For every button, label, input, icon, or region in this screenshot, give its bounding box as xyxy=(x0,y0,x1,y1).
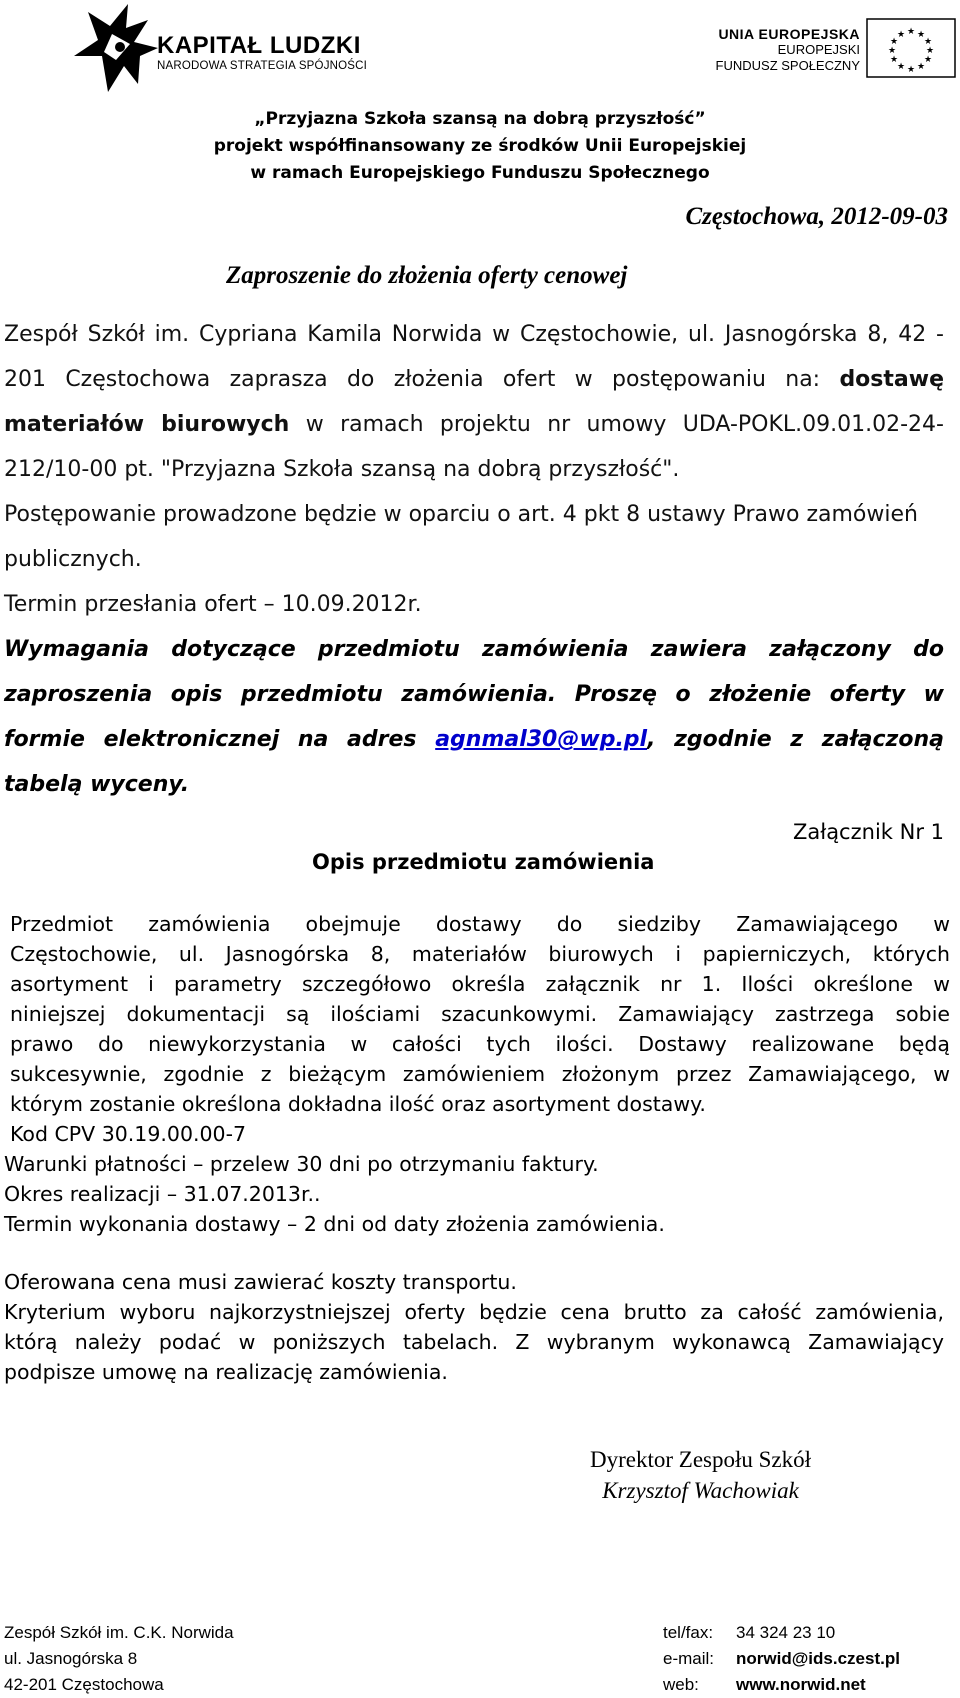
email-label: e-mail: xyxy=(663,1649,715,1668)
footer-street: ul. Jasnogórska 8 xyxy=(4,1649,138,1668)
description-line: Przedmiot zamówienia obejmuje dostawy do siedziby Zamawiającego w xyxy=(10,912,950,936)
intro-line: publicznych. xyxy=(4,547,142,572)
closing-line: podpisze umowę na realizację zamówienia. xyxy=(4,1360,448,1384)
description-line: niniejszej dokumentacji są ilościami szacunkowymi. Zamawiający zastrzega sobie xyxy=(10,1002,950,1026)
closing-line: Oferowana cena musi zawierać koszty transportu. xyxy=(4,1270,517,1294)
description-line: którym zostanie określona dokładna ilość oraz asortyment dostawy. xyxy=(10,1092,706,1116)
svg-text:★: ★ xyxy=(906,65,916,75)
offer-email-link[interactable]: agnmal30@wp.pl xyxy=(435,727,648,752)
delivery-terms: Termin wykonania dostawy – 2 dni od daty złożenia zamówienia. xyxy=(4,1212,665,1236)
intro-line: 212/10-00 pt. "Przyjazna Szkoła szansą na dobrą przyszłość". xyxy=(4,457,680,482)
eu-fund-label xyxy=(716,26,860,74)
svg-text:★: ★ xyxy=(896,30,906,40)
description-line: sukcesywnie, zgodnie z bieżącym zamówieniem złożonym przez Zamawiającego, w xyxy=(10,1062,950,1086)
realization-period: Okres realizacji – 31.07.2013r.. xyxy=(4,1182,321,1206)
project-header xyxy=(0,106,960,187)
requirements-text: zaproszenia opis przedmiotu zamówienia. Proszę o złożenie oferty w xyxy=(4,682,944,707)
intro-line: Zespół Szkół im. Cypriana Kamila Norwida w Częstochowie, ul. Jasnogórska 8, 42 - xyxy=(4,322,944,347)
svg-text:★: ★ xyxy=(925,46,935,56)
requirements-line xyxy=(4,727,944,752)
eu-line-1: UNIA EUROPEJSKA xyxy=(718,26,860,42)
svg-text:★: ★ xyxy=(896,62,906,72)
intro-bold: dostawę xyxy=(839,367,945,392)
footer-address xyxy=(4,1620,234,1698)
description-line: prawo do niewykorzystania w całości tych ilości. Dostawy realizowane będą xyxy=(10,1032,950,1056)
intro-line-2 xyxy=(4,367,944,392)
svg-text:★: ★ xyxy=(916,30,926,40)
project-fund: w ramach Europejskiego Funduszu Społecznego xyxy=(250,163,710,183)
signature-name: Krzysztof Wachowiak xyxy=(602,1478,799,1503)
payment-terms: Warunki płatności – przelew 30 dni po otrzymaniu faktury. xyxy=(4,1152,599,1176)
requirements-line: tabelą wyceny. xyxy=(4,772,190,797)
footer-school: Zespół Szkół im. C.K. Norwida xyxy=(4,1623,234,1642)
svg-text:★: ★ xyxy=(916,62,926,72)
tel-label: tel/fax: xyxy=(663,1623,714,1642)
web-label: web: xyxy=(663,1675,699,1694)
requirements-line xyxy=(4,682,944,707)
eu-flag-icon xyxy=(866,18,956,78)
svg-text:★: ★ xyxy=(889,55,899,65)
eu-line-2: EUROPEJSKI xyxy=(777,42,860,57)
annex-label: Załącznik Nr 1 xyxy=(792,820,944,844)
footer-web-link[interactable]: www.norwid.net xyxy=(736,1675,866,1694)
svg-text:★: ★ xyxy=(923,55,933,65)
requirements-text: , zgodnie z załączoną xyxy=(647,727,944,752)
intro-line-3 xyxy=(4,412,944,437)
cpv-code: Kod CPV 30.19.00.00-7 xyxy=(10,1122,247,1146)
requirements-text: formie elektronicznej na adres xyxy=(4,727,417,752)
closing-line: Kryterium wyboru najkorzystniejszej oferty będzie cena brutto za całość zamówienia, xyxy=(4,1300,944,1324)
project-title: „Przyjazna Szkoła szansą na dobrą przyszłość” xyxy=(254,109,706,129)
intro-text: w ramach projektu nr umowy UDA-POKL.09.01.02-24- xyxy=(305,412,944,437)
footer-contact xyxy=(663,1620,900,1698)
footer-email-link[interactable]: norwid@ids.czest.pl xyxy=(736,1649,900,1668)
description-line: asortyment i parametry szczegółowo określa załącznik nr 1. Ilości określone w xyxy=(10,972,950,996)
svg-text:★: ★ xyxy=(889,37,899,47)
requirements-line xyxy=(4,637,944,662)
project-cofinancing: projekt współfinansowany ze środków Unii Europejskiej xyxy=(213,136,747,156)
svg-text:★: ★ xyxy=(923,37,933,47)
description-line: Częstochowie, ul. Jasnogórska 8, materiałów biurowych i papierniczych, których xyxy=(10,942,950,966)
document-title: Zaproszenie do złożenia oferty cenowej xyxy=(226,262,628,289)
svg-text:★: ★ xyxy=(887,46,897,56)
intro-bold: materiałów biurowych xyxy=(4,412,290,437)
svg-text:★: ★ xyxy=(906,27,916,37)
offer-deadline: Termin przesłania ofert – 10.09.2012r. xyxy=(4,592,422,617)
logo-subtitle: NARODOWA STRATEGIA SPÓJNOŚCI xyxy=(157,60,368,72)
intro-line: Postępowanie prowadzone będzie w oparciu o art. 4 pkt 8 ustawy Prawo zamówień xyxy=(4,502,918,527)
requirements-text: Wymagania dotyczące przedmiotu zamówienia zawiera załączony do xyxy=(4,637,944,662)
closing-line: którą należy podać w poniższych tabelach. Z wybranym wykonawcą Zamawiający xyxy=(4,1330,944,1354)
document-date: Częstochowa, 2012-09-03 xyxy=(685,203,948,230)
signature-block xyxy=(590,1444,811,1506)
signature-role: Dyrektor Zespołu Szkół xyxy=(590,1447,812,1472)
intro-text: 201 Częstochowa zaprasza do złożenia ofert w postępowaniu na: xyxy=(4,367,821,392)
intro-paragraph xyxy=(4,322,944,347)
logo-title: KAPITAŁ LUDZKI xyxy=(157,32,361,59)
tel-value: 34 324 23 10 xyxy=(736,1623,836,1642)
section-title: Opis przedmiotu zamówienia xyxy=(312,850,655,874)
eu-line-3: FUNDUSZ SPOŁECZNY xyxy=(715,58,860,73)
footer-city: 42-201 Częstochowa xyxy=(4,1675,164,1694)
